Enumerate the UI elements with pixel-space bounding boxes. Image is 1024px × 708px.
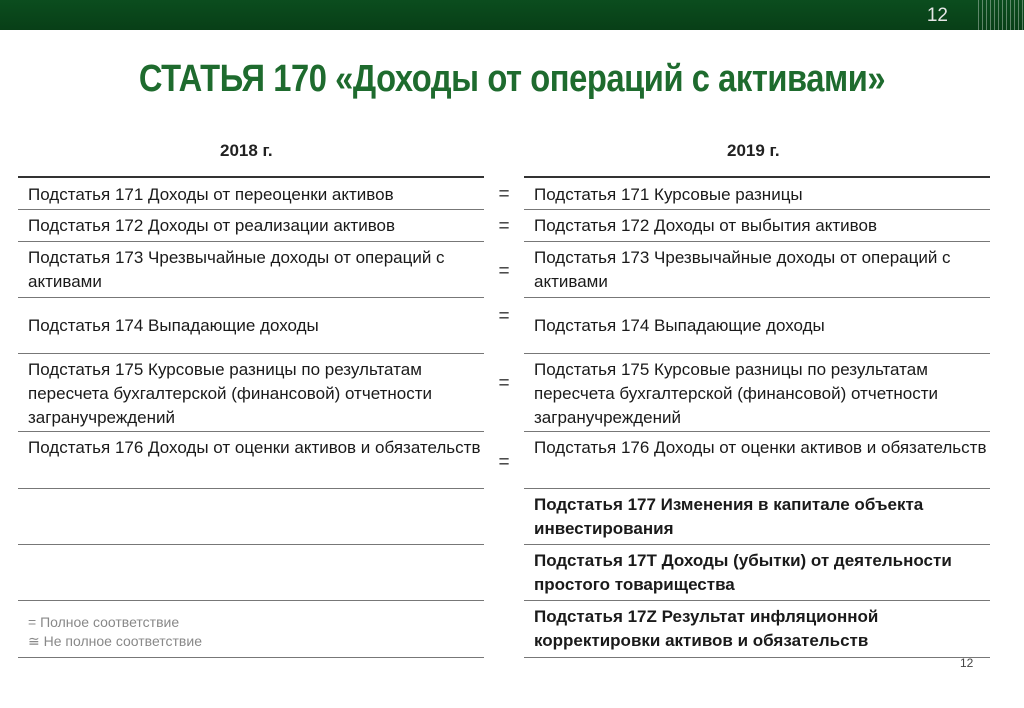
top-bar [0, 0, 1024, 30]
table-cell-right: Подстатья 175 Курсовые разницы по результатам пересчета бухгалтерской (финансовой) отчетности загранучреждений [524, 354, 990, 432]
table-cell-left [18, 489, 484, 545]
slide-number-top: 12 [926, 5, 948, 26]
page-number-bottom: 12 [960, 656, 974, 670]
equal-sign: = [498, 184, 510, 205]
legend-full-match: = Полное соответствие [28, 614, 180, 630]
equal-sign: = [498, 373, 510, 394]
decorative-stripes [978, 0, 1024, 30]
equal-sign: = [498, 452, 510, 473]
equal-sign: = [498, 261, 510, 282]
table-cell-left: Подстатья 175 Курсовые разницы по результатам пересчета бухгалтерской (финансовой) отчетности загранучреждений [18, 354, 484, 432]
table-cell-right-new: Подстатья 17Т Доходы (убытки) от деятельности простого товарищества [524, 545, 990, 601]
table-cell-right: Подстатья 172 Доходы от выбытия активов [524, 210, 990, 242]
table-cell-left [18, 545, 484, 601]
table-cell-right-new: Подстатья 177 Изменения в капитале объекта инвестирования [524, 489, 990, 545]
table-cell-right: Подстатья 171 Курсовые разницы [524, 179, 990, 210]
equal-sign: = [498, 216, 510, 237]
table-cell-left: Подстатья 174 Выпадающие доходы [18, 298, 484, 354]
table-cell-right: Подстатья 173 Чрезвычайные доходы от операций с активами [524, 242, 990, 298]
table-cell-left: Подстатья 173 Чрезвычайные доходы от операций с активами [18, 242, 484, 298]
table-cell-left: Подстатья 171 Доходы от переоценки активов [18, 179, 484, 210]
table-top-rule-left [18, 176, 484, 178]
page-title: СТАТЬЯ 170 «Доходы от операций с активами» [138, 58, 886, 100]
table-cell-left: Подстатья 172 Доходы от реализации активов [18, 210, 484, 242]
table-cell-right: Подстатья 174 Выпадающие доходы [524, 298, 990, 354]
table-cell-left: Подстатья 176 Доходы от оценки активов и обязательств [18, 432, 484, 489]
column-header-2018: 2018 г. [220, 141, 273, 160]
equal-sign: = [498, 306, 510, 327]
table-top-rule-right [524, 176, 990, 178]
table-cell-right-new: Подстатья 17Z Результат инфляционной корректировки активов и обязательств [524, 601, 990, 658]
table-cell-right: Подстатья 176 Доходы от оценки активов и обязательств [524, 432, 990, 489]
column-header-2019: 2019 г. [727, 141, 780, 160]
legend-partial-match: ≅ Не полное соответствие [28, 633, 202, 649]
